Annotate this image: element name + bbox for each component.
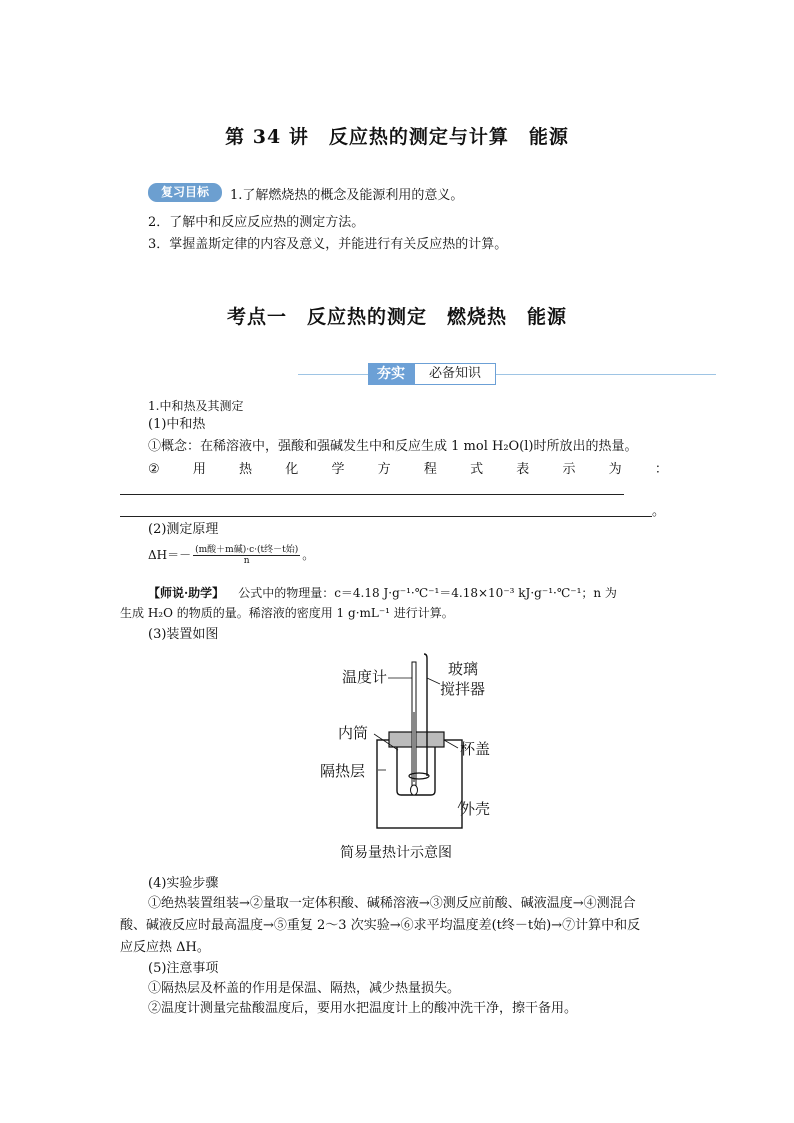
express-char: 示 <box>562 462 576 477</box>
steps-line-1: ①绝热装置组装→②量取一定体积酸、碱稀溶液→③测反应前酸、碱液温度→④测混合 <box>148 896 636 911</box>
express-char: 化 <box>285 462 299 477</box>
express-char: 式 <box>470 462 484 477</box>
heading-neutralization: 1.中和热及其测定 <box>148 399 244 413</box>
note-1: ①隔热层及杯盖的作用是保温、隔热，减少热量损失。 <box>148 981 461 996</box>
label-inner-cup: 内筒 <box>338 724 369 742</box>
heading-principle: (2)测定原理 <box>148 522 219 537</box>
thermometer-bulb <box>411 785 418 795</box>
label-thermometer: 温度计 <box>342 668 388 686</box>
formula-numerator: (m酸＋m碱)·c·(t终－t始) <box>193 542 300 556</box>
label-shell: 外壳 <box>460 800 491 818</box>
heading-heat: (1)中和热 <box>148 417 206 432</box>
express-char: 表 <box>516 462 530 477</box>
page-title: 第 34 讲 反应热的测定与计算 能源 <box>225 126 569 148</box>
heading-notes: (5)注意事项 <box>148 961 219 976</box>
tip-label: 【师说·助学】 <box>148 586 225 600</box>
express-char: 热 <box>239 462 253 477</box>
label-lid: 杯盖 <box>460 740 491 758</box>
review-goal-1: 1.了解燃烧热的概念及能源利用的意义。 <box>230 188 464 203</box>
leader-stirrer <box>427 678 440 684</box>
banner-line-right <box>496 374 716 375</box>
figure-caption: 简易量热计示意图 <box>340 845 452 861</box>
formula <box>148 542 314 566</box>
express-char: ② <box>148 462 160 477</box>
express-char: 方 <box>377 462 391 477</box>
express-char: 学 <box>331 462 345 477</box>
outer-shell <box>377 740 462 828</box>
note-2: ②温度计测量完盐酸温度后，要用水把温度计上的酸冲洗干净，擦干备用。 <box>148 1001 578 1016</box>
heading-apparatus: (3)装置如图 <box>148 627 219 642</box>
review-goal-3: 3．掌握盖斯定律的内容及意义，并能进行有关反应热的计算。 <box>148 237 508 252</box>
review-goal-2: 2．了解中和反应反应热的测定方法。 <box>148 215 365 230</box>
express-char: 用 <box>192 462 206 477</box>
steps-line-3: 应反应热 ΔH。 <box>120 940 210 955</box>
express-char: ： <box>654 462 668 477</box>
express-char: 为 <box>608 462 622 477</box>
express-row <box>148 460 668 480</box>
label-stirrer: 搅拌器 <box>440 680 486 698</box>
concept-text: ①概念：在稀溶液中，强酸和强碱发生中和反应生成 1 mol H₂O(l)时所放出的热量。 <box>148 439 638 454</box>
banner-label: 必备知识 <box>414 363 496 385</box>
answer-blank-2 <box>120 516 652 517</box>
tip-text-1: 公式中的物理量：c＝4.18 J·g⁻¹·℃⁻¹＝4.18×10⁻³ kJ·g⁻¹·℃⁻¹；n 为 <box>238 586 617 600</box>
tip-line-2: 生成 H₂O 的物质的量。稀溶液的密度用 1 g·mL⁻¹ 进行计算。 <box>120 606 454 620</box>
steps-line-2: 酸、碱液反应时最高温度→⑤重复 2～3 次实验→⑥求平均温度差(t终－t始)→⑦计算中和反 <box>120 918 641 933</box>
section-title: 考点一 反应热的测定 燃烧热 能源 <box>226 306 567 328</box>
formula-fraction <box>193 542 300 566</box>
glass-stirrer <box>424 654 427 776</box>
heading-steps: (4)实验步骤 <box>148 876 219 891</box>
banner-tag: 夯实 <box>368 363 414 385</box>
answer-blank-1 <box>120 494 624 495</box>
review-badge: 复习目标 <box>148 183 222 202</box>
banner-line-left <box>298 374 368 375</box>
label-glass: 玻璃 <box>448 660 479 678</box>
formula-tail: 。 <box>302 547 315 562</box>
express-char: 程 <box>423 462 437 477</box>
end-mark: 。 <box>652 504 666 519</box>
formula-lhs: ΔH＝－ <box>148 547 192 562</box>
label-insulation: 隔热层 <box>320 762 366 780</box>
tip-line-1 <box>148 584 617 602</box>
leader-lid <box>444 740 458 748</box>
formula-denominator: n <box>243 556 250 566</box>
